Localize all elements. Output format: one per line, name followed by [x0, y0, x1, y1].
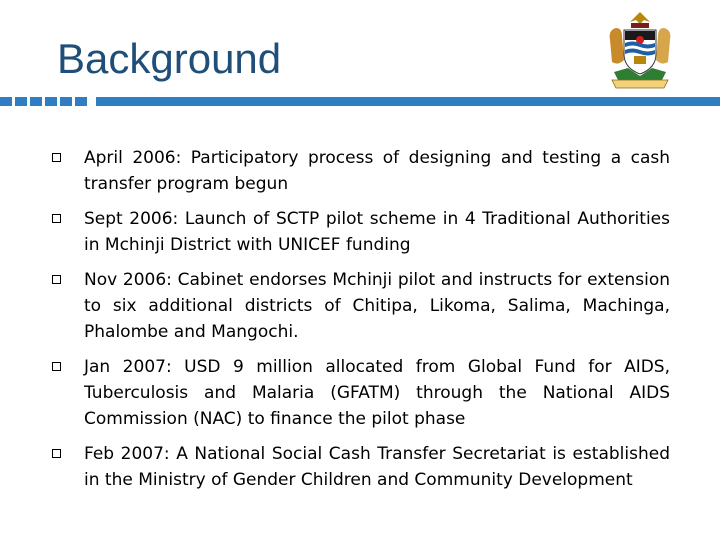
rule-segment — [0, 97, 12, 106]
title-rule — [96, 97, 720, 106]
rule-segment — [45, 97, 57, 106]
slide-title: Background — [57, 35, 282, 82]
bullet-item — [50, 267, 670, 345]
hollow-square-bullet-icon — [52, 362, 61, 371]
rule-segment — [30, 97, 42, 106]
bullet-text: April 2006: Participatory process of designing and testing a cash transfer program begun — [84, 148, 670, 194]
bullet-item — [50, 354, 670, 432]
bullet-item — [50, 206, 670, 258]
bullet-text: Feb 2007: A National Social Cash Transfer Secretariat is established in the Ministry of Gender Children and Community Development — [84, 444, 670, 490]
bullet-list — [50, 145, 670, 502]
rule-segment — [60, 97, 72, 106]
rule-segment — [75, 97, 87, 106]
bullet-text: Sept 2006: Launch of SCTP pilot scheme in 4 Traditional Authorities in Mchinji District with UNICEF funding — [84, 209, 670, 255]
bullet-item — [50, 145, 670, 197]
bullet-item — [50, 441, 670, 493]
bullet-text: Jan 2007: USD 9 million allocated from Global Fund for AIDS, Tuberculosis and Malaria (GFATM) through the National AIDS Commission (NAC) to finance the pilot phase — [84, 357, 670, 429]
rule-segment — [15, 97, 27, 106]
hollow-square-bullet-icon — [52, 449, 61, 458]
bullet-text: Nov 2006: Cabinet endorses Mchinji pilot and instructs for extension to six additional districts of Chitipa, Likoma, Salima, Machinga, Phalombe and Mangochi. — [84, 270, 670, 342]
hollow-square-bullet-icon — [52, 275, 61, 284]
title-rule-segments — [0, 97, 90, 106]
coat-of-arms-logo — [604, 10, 676, 90]
hollow-square-bullet-icon — [52, 214, 61, 223]
hollow-square-bullet-icon — [52, 153, 61, 162]
